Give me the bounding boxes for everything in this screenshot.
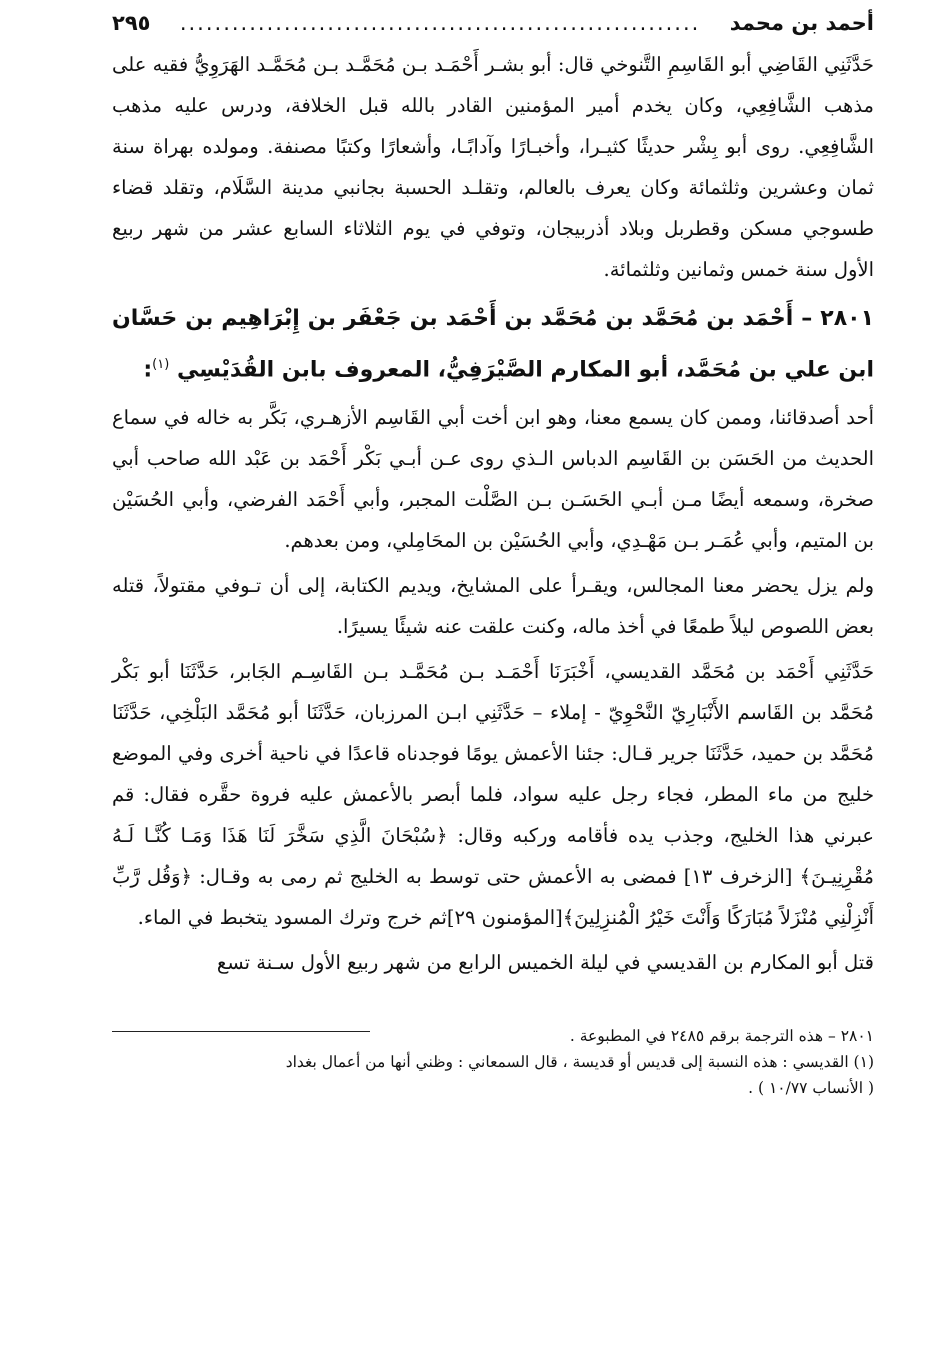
paragraph-body-2: ولم يزل يحضر معنا المجالس، ويقـرأ على المشايخ، ويديم الكتابة، إلى أن تـوفي مقتولاً، قتله بعض اللصوص ليلاً طمعًا في أخذ ماله، وكنت علقت عنه شيئًا يسيرًا. [112,574,874,639]
footnote-marker: (١) [152,357,170,372]
entry-heading-2801 [112,296,874,393]
running-header [112,8,874,38]
paragraph-body-1: أحد أصدقائنا، وممن كان يسمع معنا، وهو ابن أخت أبي القَاسِم الأزهـري، بَكَّر به خاله في سماع الحديث من الحَسَن بن القَاسِم الدباس الـذي روى عـن أبـي بَكْر أَحْمَد بن عَبْد الله صاحب أبي صخرة، وسمعه أيضًا مـن أبـي الحَسَـن بـن الصَّلْت المجبر، وأبي أَحْمَد الفرضي، وأبي الحُسَيْن بن المتيم، وأبي عُمَـر بـن مَهْـدِي، وأبي الحُسَيْن بن المحَامِلي، ومن بعدهم. [112,406,874,553]
paragraph-body-4: قتل أبو المكارم بن القديسي في ليلة الخميس الرابع من شهر ربيع الأول سـنة تسع [216,951,874,975]
footnote-rule [112,1031,370,1032]
footnote-qudaysi: (١) القديسي : هذه النسبة إلى قديس أو قديسة ، قال السمعاني : وظني أنها من أعمال بغداد [285,1053,874,1072]
footnote-ansab-reference: ( الأنساب ١٠/٧٧ ) . [748,1079,874,1098]
paragraph-body-3: حَدَّثَنِي أَحْمَد بن مُحَمَّد القديسي، أَخْبَرَنَا أَحْمَـد بـن مُحَمَّـد بـن القَاسِـم الجَابر، حَدَّثَنَا أبو بَكْر مُحَمَّد بن القَاسم الأَنْبَارِيّ النَّحْوِيّ - إملاء – حَدَّثَنِي ابـن المرزبان، حَدَّثَنَا أبو مُحَمَّد البَلْخِي، حَدَّثَنَا مُحَمَّد بن حميد، حَدَّثَنَا جرير قـال: جئنا الأعمش يومًا فوجدناه قاعدًا في ناحية أخرى وفي الموضع خليج من ماء المطر، فجاء رجل عليه سواد، فلما أبصر بالأعمش عليه فروة حقَّره فقال: قم عبرني هذا الخليج، وجذب يده فأقامه وركبه وقال: ﴿سُبْحَانَ الَّذِي سَخَّرَ لَنَا هَذَا وَمَـا كُنَّـا لَـهُ مُقْرِنِيـنَ﴾ [الزخرف ١٣] فمضى به الأعمش حتى توسط به الخليج ثم رمى به وقـال: ﴿وَقُل رَّبِّ أَنْزِلْنِي مُنْزَلاً مُبَارَكًا وَأَنْتَ خَيْرُ الْمُنزِلِينَ﴾[المؤمنون ٢٩]ثم خرج وترك المسود يتخبط في الماء. [112,660,875,930]
page-number: ٢٩٥ [112,11,151,35]
entry-colon: : [143,357,153,383]
footnote-separator [112,983,874,1023]
footnote-entry-note: ٢٨٠١ – هذه الترجمة برقم ٢٤٨٥ في المطبوعة . [569,1027,874,1046]
footnotes [112,1023,874,1101]
paragraph-harawi-biography: حَدَّثَنِي القَاضِي أبو القَاسِمِ التَّنوخي قال: أبو بشـر أَحْمَـد بـن مُحَمَّـد بـن مُحَمَّـد الهَرَوِيُّ فقيه على مذهب الشَّافِعِي، وكان يخدم أمير المؤمنين القادر بالله قبل الخلافة، ودرس عليه مذهب الشَّافِعِي. روى أبو بِشْر حديثًا كثيـرا، وأخبـارًا وآدابًـا، وأشعارًا وكتبًا مصنفة. ومولده بهراة سنة ثمان وعشرين وثلثمائة وكان يعرف بالعالم، وتقلـد الحسبة بجانبي مدينة السَّلَام، وتقلد قضاء طسوجي مسكن وقطربل وبلاد أذربيجان، وتوفي في يوم الثلاثاء السابع عشر من شهر ربيع الأول سنة خمس وثمانين وثلثمائة. [112,53,874,281]
entry-title: ٢٨٠١ – أَحْمَد بن مُحَمَّد بن مُحَمَّد بن أَحْمَد بن جَعْفَر بن إِبْرَاهِيم بن حَسَّان ابن علي بن مُحَمَّد، أبو المكارم الصَّيْرَفِيُّ، المعروف بابن القُدَيْسِي [112,306,874,383]
header-dot-leader: ............................................................ [179,11,701,35]
running-title: أحمد بن محمد [729,11,874,35]
book-page [112,8,874,1101]
